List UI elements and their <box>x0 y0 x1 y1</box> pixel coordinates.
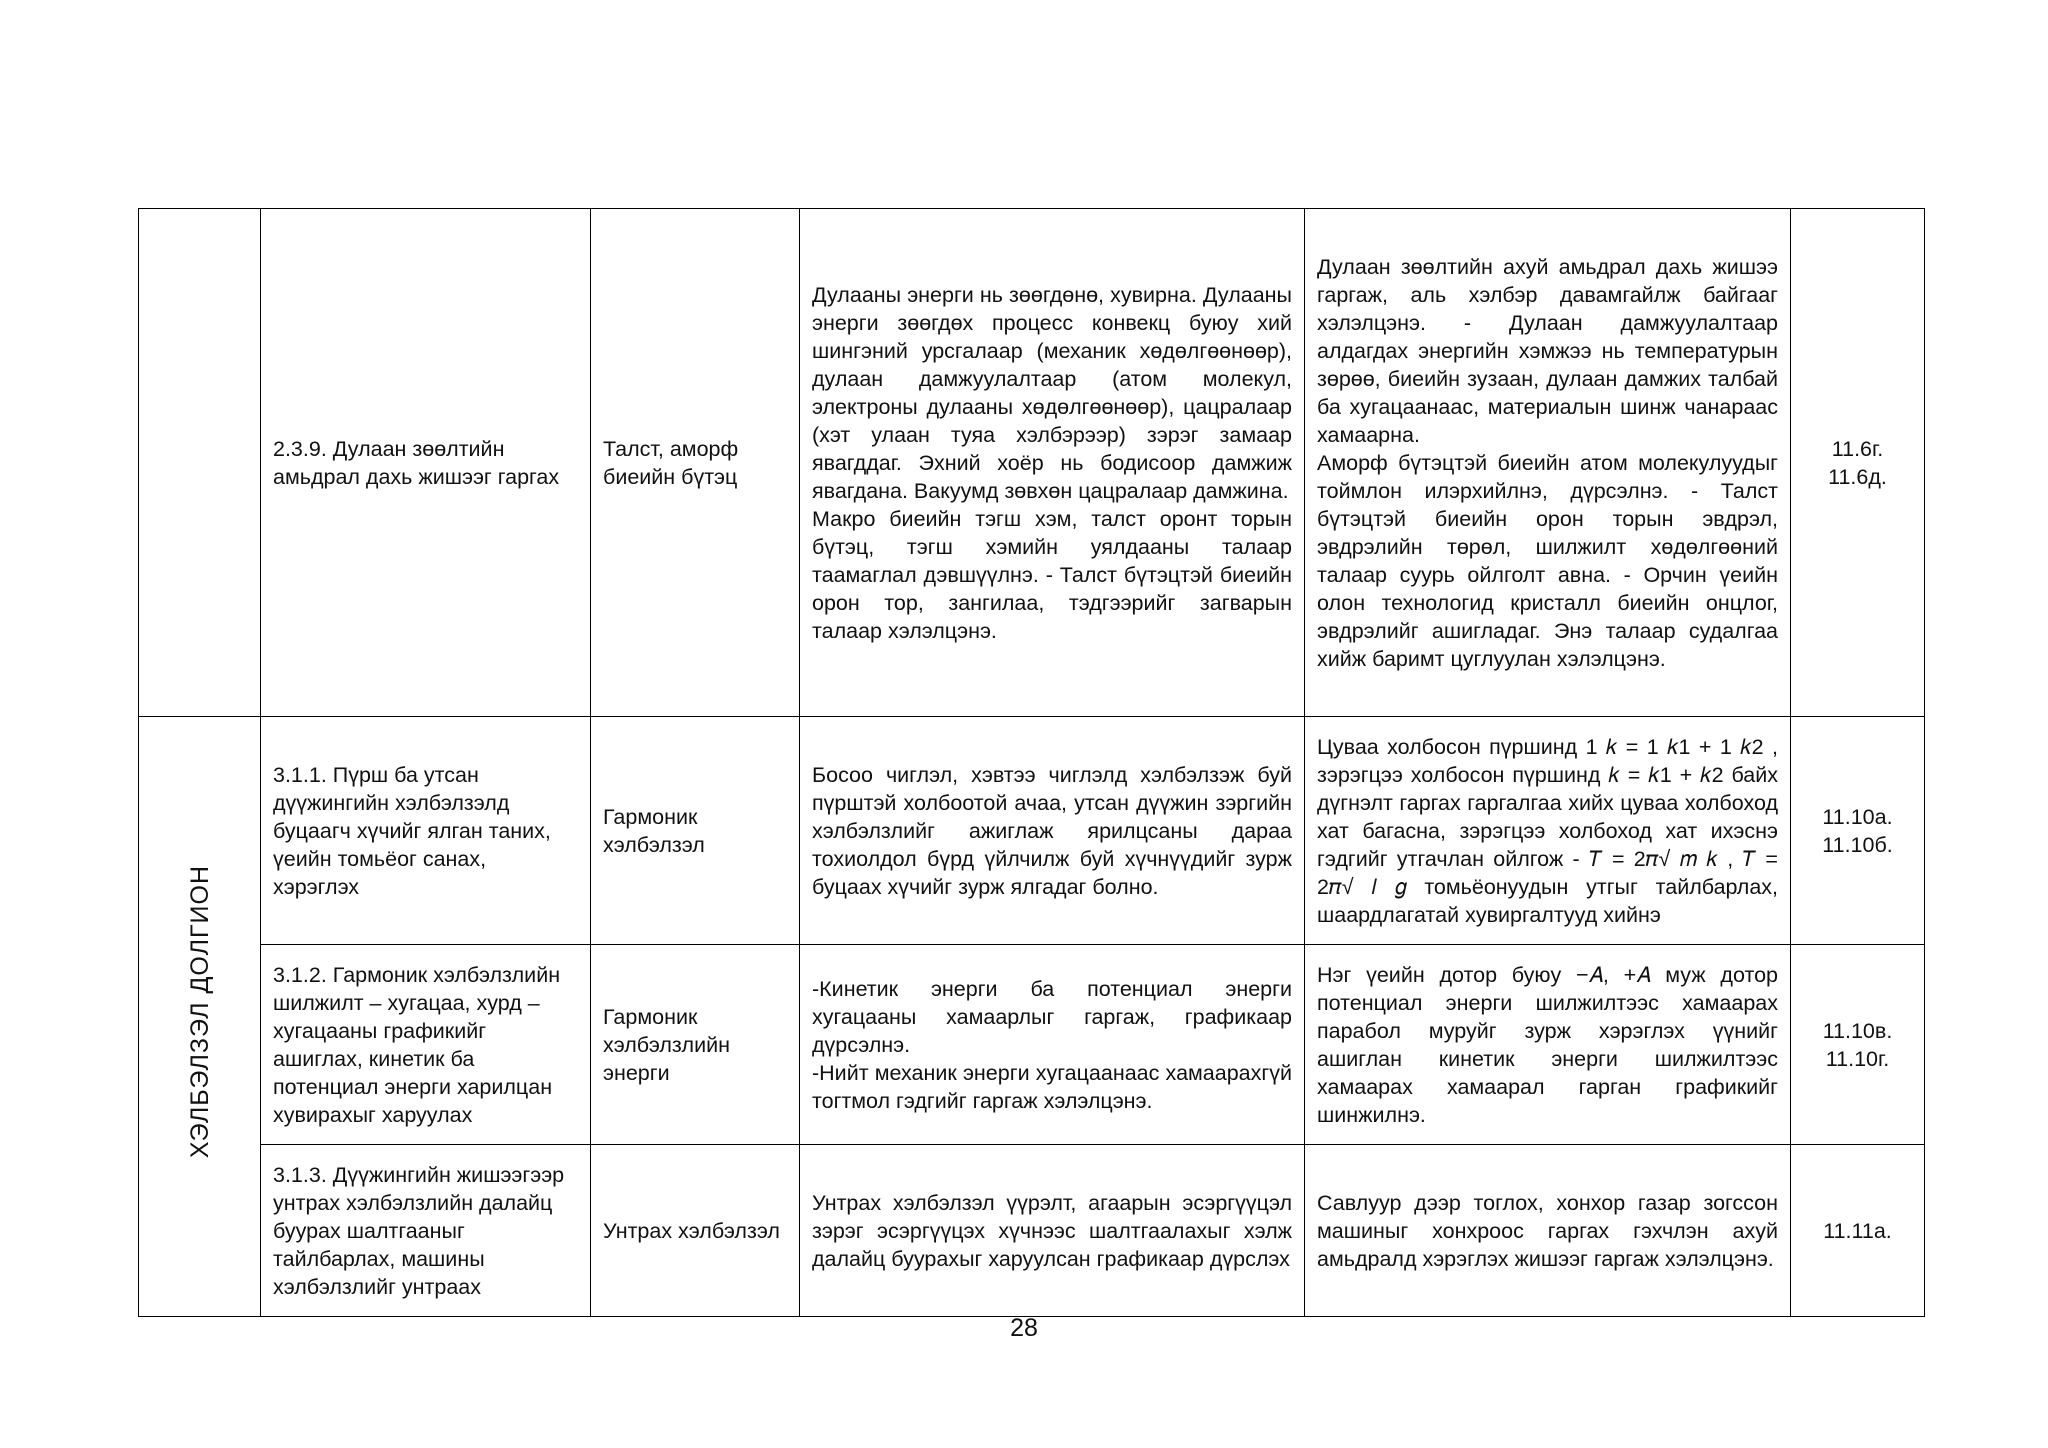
content-cell <box>800 1145 1305 1317</box>
code-cell <box>1791 209 1925 717</box>
code-cell <box>1791 717 1925 945</box>
topic-cell: Гармоник хэлбэлзэл <box>591 717 800 945</box>
content-paragraph: Босоо чиглэл, хэвтээ чиглэлд хэлбэлзэж буй пүрштэй холбоотой ачаа, утсан дүүжин зэргийн хэлбэлзлийг ажиглаж ярилцсаны дараа тохиолдол бүрд үйлчилж буй хүчнүүдийг зурж буцаах хүчийг зурж ялгадаг болно. <box>812 762 1292 899</box>
content-paragraph: -Нийт механик энерги хугацаанаас хамаарахгүй тогтмол гэдгийг гаргаж хэлэлцэнэ. <box>812 1060 1292 1113</box>
code-item: 11.6г. <box>1831 436 1884 461</box>
code-cell <box>1791 1145 1925 1317</box>
table-row <box>139 717 1925 945</box>
code-item: 11.10в. <box>1822 1018 1893 1043</box>
page-number: 28 <box>1010 1314 1038 1342</box>
activity-paragraph: Цуваа холбосон пүршинд 1 𝑘 = 1 𝑘1 + 1 𝑘2 , зэрэгцээ холбосон пүршинд 𝑘 = 𝑘1 + 𝑘2 байх дүгнэлт гаргах гаргалгаа хийх цуваа холбоход хат багасна, зэрэгцээ холбоход хат ихэснэ гэдгийг утгачлан ойлгож - 𝑇 = 2𝜋√ 𝑚 𝑘 , 𝑇 = 2𝜋√ 𝑙 𝑔 томьёонуудын утгыг тайлбарлах, шаардлагатай хувиргалтууд хийнэ <box>1317 734 1778 927</box>
section-cell-empty <box>139 209 261 717</box>
objective-cell: 3.1.1. Пүрш ба утсан дүүжингийн хэлбэлзэлд буцаагч хүчийг ялган таних, үеийн томьёог санах, хэрэглэх <box>261 717 591 945</box>
code-item: 11.10г. <box>1825 1046 1890 1071</box>
table-row <box>139 945 1925 1145</box>
content-cell <box>800 945 1305 1145</box>
activity-cell <box>1305 1145 1791 1317</box>
content-cell <box>800 209 1305 717</box>
objective-cell: 3.1.3. Дүүжингийн жишээгээр унтрах хэлбэлзлийн далайц буурах шалтгааныг тайлбарлах, машины хэлбэлзлийг унтраах <box>261 1145 591 1317</box>
code-cell <box>1791 945 1925 1145</box>
content-cell <box>800 717 1305 945</box>
activity-paragraph: Дулаан зөөлтийн ахуй амьдрал дахь жишээ гаргаж, аль хэлбэр давамгайлж байгааг хэлэлцэнэ. - Дулаан дамжуулалтаар алдагдах энергийн хэмжээ нь температурын зөрөө, биеийн зузаан, дулаан дамжих талбай ба хугацаанаас, материалын шинж чанараас хамаарна. <box>1317 254 1778 447</box>
code-item: 11.10а. <box>1822 804 1893 829</box>
content-paragraph: -Кинетик энерги ба потенциал энерги хугацааны хамаарлыг гаргаж, графикаар дүрсэлнэ. <box>812 976 1292 1057</box>
activity-paragraph: Аморф бүтэцтэй биеийн атом молекулуудыг тоймлон илэрхийлнэ, дүрсэлнэ. - Талст бүтэцтэй биеийн орон торын эвдрэл, эвдрэлийн төрөл, шилжилт хөдөлгөөний талаар суурь ойлголт авна. - Орчин үеийн олон технологид кристалл биеийн онцлог, эвдрэлийг ашигладаг. Энэ талаар судалгаа хийж баримт цуглуулан хэлэлцэнэ. <box>1317 450 1778 671</box>
activity-cell <box>1305 209 1791 717</box>
table-row <box>139 209 1925 717</box>
code-item: 11.11а. <box>1823 1218 1892 1243</box>
activity-paragraph: Нэг үеийн дотор буюу −𝐴, +𝐴 муж дотор потенциал энерги шилжилтээс хамаарах парабол муруйг зурж хэрэглэх үүнийг ашиглан кинетик энерги шилжилтээс хамаарах хамаарал гарган графикийг шинжилнэ. <box>1317 962 1778 1127</box>
objective-cell: 2.3.9. Дулаан зөөлтийн амьдрал дахь жишээг гаргах <box>261 209 591 717</box>
topic-cell: Унтрах хэлбэлзэл <box>591 1145 800 1317</box>
section-label: ХЭЛБЭЛЗЭЛ ДОЛГИОН <box>185 864 214 1159</box>
content-paragraph: Унтрах хэлбэлзэл үүрэлт, агаарын эсэргүүцэл зэрэг эсэргүүцэх хүчнээс шалтгаалахыг хэлж далайц буурахыг харуулсан графикаар дүрслэх <box>812 1190 1292 1271</box>
table-row <box>139 1145 1925 1317</box>
activity-paragraph: Савлуур дээр тоглох, хонхор газар зогссон машиныг хонхроос гаргах гэхчлэн ахуй амьдралд хэрэглэх жишээг гаргаж хэлэлцэнэ. <box>1317 1190 1778 1271</box>
content-paragraph: Дулааны энерги нь зөөгдөнө, хувирна. Дулааны энерги зөөгдөх процесс конвекц буюу хий шингэний урсгалаар (механик хөдөлгөөнөөр), дулаан дамжуулалтаар (атом молекул, электроны дулааны хөдөлгөөнөөр), цацралаар (хэт улаан туяа хэлбэрээр) зэрэг замаар явагддаг. Эхний хоёр нь бодисоор дамжиж явагдана. Вакуумд зөвхөн цацралаар дамжина. <box>812 282 1292 503</box>
code-item: 11.10б. <box>1822 832 1893 857</box>
activity-cell <box>1305 945 1791 1145</box>
content-paragraph: Макро биеийн тэгш хэм, талст оронт торын бүтэц, тэгш хэмийн уялдааны талаар таамаглал дэвшүүлнэ. - Талст бүтэцтэй биеийн орон тор, зангилаа, тэдгээрийг загварын талаар хэлэлцэнэ. <box>812 506 1292 643</box>
curriculum-table <box>138 208 1925 1317</box>
topic-cell: Гармоник хэлбэлзлийн энерги <box>591 945 800 1145</box>
code-item: 11.6д. <box>1828 464 1887 489</box>
objective-cell: 3.1.2. Гармоник хэлбэлзлийн шилжилт – хугацаа, хурд – хугацааны графикийг ашиглах, кинетик ба потенциал энерги харилцан хувирахыг харуулах <box>261 945 591 1145</box>
topic-cell: Талст, аморф биеийн бүтэц <box>591 209 800 717</box>
section-label-cell <box>139 717 261 1317</box>
activity-cell <box>1305 717 1791 945</box>
